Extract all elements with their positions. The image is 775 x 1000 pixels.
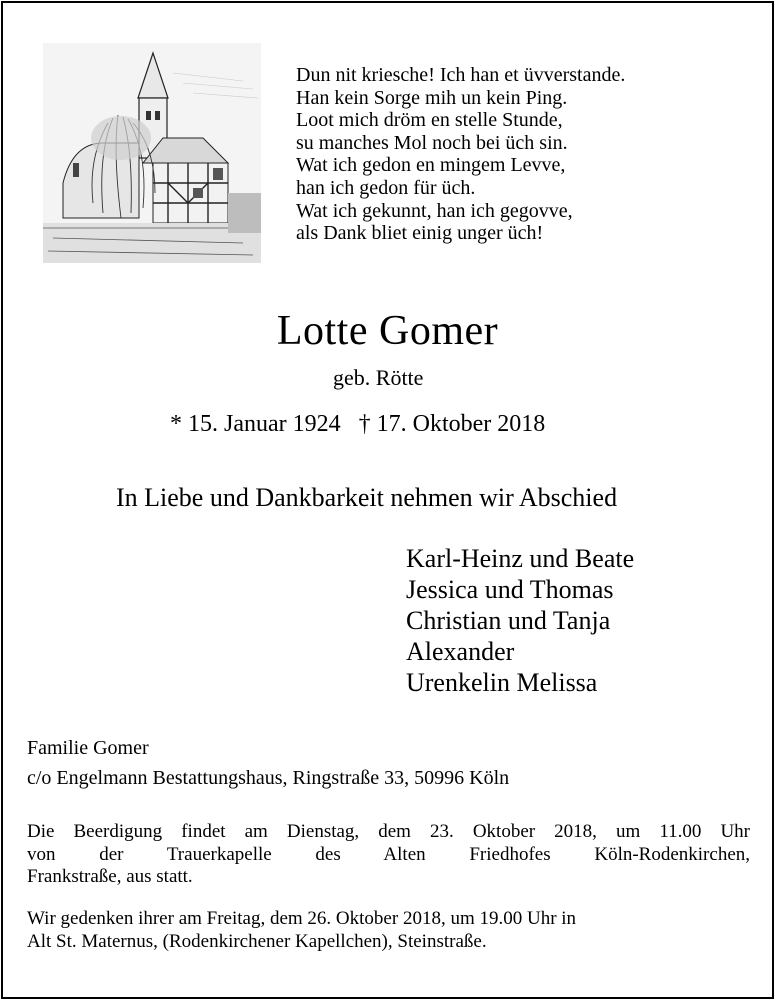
funeral-line: von der Trauerkapelle des Alten Friedhofes Köln-Rodenkirchen, (27, 843, 750, 865)
life-dates (170, 409, 545, 439)
poem-line: Dun nit kriesche! Ich han et üvverstande. (296, 64, 626, 86)
mourner: Alexander (406, 637, 515, 666)
memorial-line: Alt St. Maternus, (Rodenkirchener Kapellchen), Steinstraße. (27, 930, 487, 952)
mourners-list (406, 543, 634, 698)
obituary-card (1, 1, 774, 999)
church-sketch-icon (43, 43, 261, 263)
poem-line: su manches Mol noch bei üch sin. (296, 131, 568, 154)
memorial-line: Wir gedenken ihrer am Freitag, dem 26. Oktober 2018, um 19.00 Uhr in (27, 908, 577, 929)
poem (296, 64, 756, 245)
poem-line: Han kein Sorge mih un kein Ping. (296, 86, 568, 109)
funeral-line: Die Beerdigung findet am Dienstag, dem 23. Oktober 2018, um 11.00 Uhr (27, 821, 750, 842)
contact-address: c/o Engelmann Bestattungshaus, Ringstraße 33, 50996 Köln (27, 767, 510, 789)
poem-line: Loot mich dröm en stelle Stunde, (296, 109, 563, 132)
poem-line: als Dank bliet einig unger üch! (296, 222, 544, 245)
birth-date: * 15. Januar 1924 (170, 411, 341, 437)
memorial-notice (27, 908, 750, 953)
farewell-text: In Liebe und Dankbarkeit nehmen wir Abschied (116, 483, 618, 512)
mourner: Urenkelin Melissa (406, 668, 598, 697)
mourner: Christian und Tanja (406, 606, 611, 635)
funeral-line: Frankstraße, aus statt. (27, 866, 193, 887)
mourner: Karl-Heinz und Beate (406, 544, 635, 573)
death-date: † 17. Oktober 2018 (358, 411, 546, 437)
deceased-name: Lotte Gomer (276, 308, 499, 354)
funeral-notice (27, 821, 750, 889)
poem-line: Wat ich gedon en mingem Levve, (296, 154, 566, 177)
poem-line: Wat ich gekunnt, han ich gegovve, (296, 199, 573, 222)
maiden-name: geb. Rötte (333, 365, 424, 390)
family-name: Familie Gomer (27, 737, 149, 759)
mourner: Jessica und Thomas (406, 575, 614, 604)
contact-block (27, 733, 509, 793)
poem-line: han ich gedon für üch. (296, 176, 476, 199)
